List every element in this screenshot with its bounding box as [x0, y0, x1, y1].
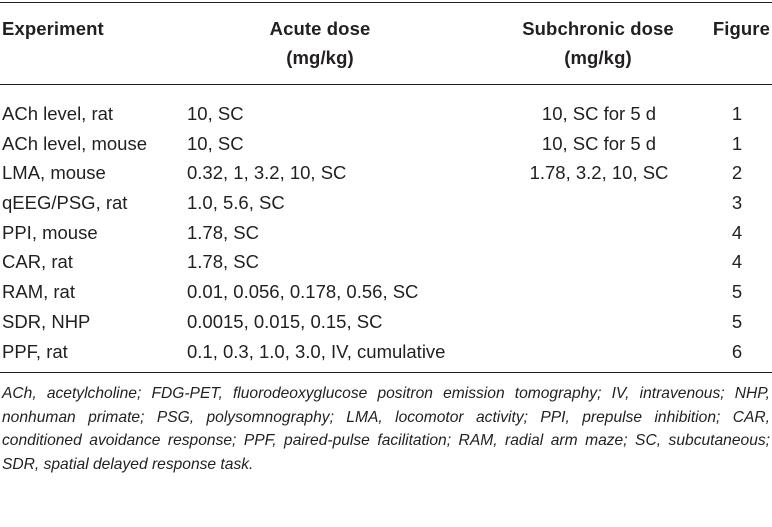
table-row	[0, 218, 772, 248]
header-acute-dose-line1: Acute dose	[269, 18, 371, 39]
cell-figure: 1	[731, 132, 743, 154]
cell-subchronic-dose: 1.78, 3.2, 10, SC	[529, 162, 669, 184]
cell-experiment: SDR, NHP	[2, 310, 91, 332]
cell-figure: 3	[731, 192, 743, 214]
cell-experiment: CAR, rat	[2, 251, 73, 273]
top-rule	[0, 2, 772, 3]
cell-experiment: ACh level, rat	[2, 103, 114, 124]
header-experiment: Experiment	[2, 18, 104, 39]
table-row	[0, 99, 772, 129]
table-row	[0, 337, 772, 367]
cell-acute-dose: 0.32, 1, 3.2, 10, SC	[187, 162, 347, 184]
table-footnote: ACh, acetylcholine; FDG-PET, fluorodeoxyglucose positron emission tomography; IV, intravenous; NHP, nonhuman primate; PSG, polysomnography; LMA, locomotor activity; PPI, prepulse inhibition; CAR, conditioned avoidance response; PPF, paired-pulse facilitation; RAM, radial arm maze; SC, subcutaneous; SDR, spatial delayed response task.	[2, 385, 770, 473]
header-subchronic-dose-line2: (mg/kg)	[564, 47, 632, 68]
bottom-rule	[0, 372, 772, 373]
cell-subchronic-dose: 10, SC for 5 d	[541, 103, 657, 124]
cell-acute-dose: 0.01, 0.056, 0.178, 0.56, SC	[187, 281, 419, 303]
header-figure: Figure	[712, 18, 770, 39]
cell-experiment: qEEG/PSG, rat	[2, 192, 128, 214]
header-subchronic-dose	[488, 14, 708, 72]
cell-acute-dose: 10, SC	[187, 103, 244, 124]
cell-experiment: RAM, rat	[2, 281, 75, 303]
cell-acute-dose: 1.0, 5.6, SC	[187, 192, 285, 214]
cell-acute-dose: 0.1, 0.3, 1.0, 3.0, IV, cumulative	[187, 340, 446, 362]
cell-experiment: LMA, mouse	[2, 162, 106, 184]
header-acute-dose	[240, 14, 400, 72]
cell-acute-dose: 0.0015, 0.015, 0.15, SC	[187, 310, 383, 332]
cell-figure: 4	[731, 221, 743, 243]
header-rule	[0, 84, 772, 85]
table-body	[0, 99, 772, 366]
table-row	[0, 188, 772, 218]
cell-experiment: ACh level, mouse	[2, 132, 147, 154]
cell-experiment: PPI, mouse	[2, 221, 98, 243]
header-subchronic-dose-line1: Subchronic dose	[522, 18, 674, 39]
cell-figure: 5	[731, 281, 743, 303]
cell-figure: 5	[731, 310, 743, 332]
cell-figure: 2	[731, 162, 743, 184]
cell-acute-dose: 1.78, SC	[187, 221, 259, 243]
table-row	[0, 247, 772, 277]
table-row	[0, 277, 772, 307]
table-row	[0, 158, 772, 188]
cell-subchronic-dose: 10, SC for 5 d	[541, 132, 657, 154]
header-acute-dose-line2: (mg/kg)	[286, 47, 354, 68]
cell-figure: 4	[731, 251, 743, 273]
cell-acute-dose: 10, SC	[187, 132, 244, 154]
table-row	[0, 129, 772, 159]
cell-acute-dose: 1.78, SC	[187, 251, 259, 273]
cell-figure: 1	[731, 103, 743, 124]
cell-figure: 6	[731, 340, 743, 362]
cell-experiment: PPF, rat	[2, 340, 68, 362]
table-row	[0, 307, 772, 337]
